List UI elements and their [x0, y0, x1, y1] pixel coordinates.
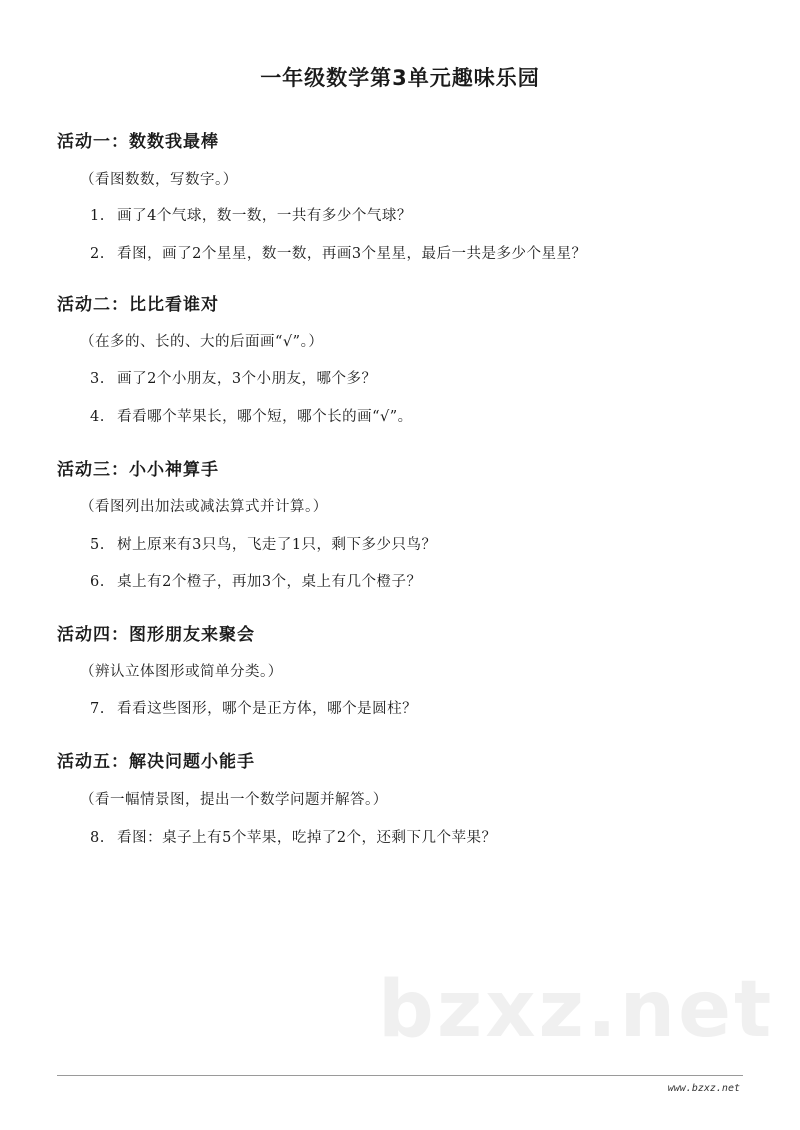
question-text: 桌上有2个橙子，再加3个，桌上有几个橙子？: [117, 574, 422, 590]
footer-divider: [57, 1075, 743, 1076]
question-text: 树上原来有3只鸟，飞走了1只，剩下多少只鸟？: [117, 537, 437, 553]
section-instruction-5: （看一幅情景图，提出一个数学问题并解答。）: [80, 792, 388, 808]
section-instruction-1: （看图数数，写数字。）: [80, 172, 238, 188]
section-heading-5: 活动五：解决问题小能手: [57, 752, 255, 772]
question-item-4: [90, 405, 413, 426]
question-number: 4.: [90, 409, 105, 425]
section-instruction-3: （看图列出加法或减法算式并计算。）: [80, 499, 328, 515]
question-text: 看图，画了2个星星，数一数，再画3个星星，最后一共是多少个星星？: [117, 246, 587, 262]
page-title: 一年级数学第3单元趣味乐园: [260, 66, 540, 90]
section-heading-4: 活动四：图形朋友来聚会: [57, 625, 255, 645]
question-text: 画了2个小朋友，3个小朋友，哪个多？: [117, 371, 377, 387]
question-item-5: [90, 533, 437, 554]
question-item-8: [90, 826, 497, 847]
question-number: 5.: [90, 537, 105, 553]
question-text: 看看哪个苹果长，哪个短，哪个长的画“√”。: [117, 409, 413, 425]
question-text: 看看这些图形，哪个是正方体，哪个是圆柱？: [117, 701, 418, 717]
question-number: 8.: [90, 830, 105, 846]
question-number: 6.: [90, 574, 105, 590]
question-number: 1.: [90, 208, 105, 224]
section-instruction-2: （在多的、长的、大的后面画“√”。）: [80, 334, 324, 350]
watermark: bzxz.net: [378, 965, 775, 1055]
section-heading-1: 活动一：数数我最棒: [57, 132, 219, 152]
question-item-2: [90, 242, 587, 263]
question-number: 7.: [90, 701, 105, 717]
section-instruction-4: （辨认立体图形或简单分类。）: [80, 664, 283, 680]
footer-url: www.bzxz.net: [667, 1083, 740, 1094]
question-text: 看图：桌子上有5个苹果，吃掉了2个，还剩下几个苹果？: [117, 830, 497, 846]
question-item-6: [90, 570, 422, 591]
section-heading-2: 活动二：比比看谁对: [57, 295, 219, 315]
question-number: 3.: [90, 371, 105, 387]
question-item-7: [90, 697, 417, 718]
question-item-1: [90, 204, 412, 225]
question-item-3: [90, 367, 377, 388]
section-heading-3: 活动三：小小神算手: [57, 460, 219, 480]
question-number: 2.: [90, 246, 105, 262]
question-text: 画了4个气球，数一数，一共有多少个气球？: [117, 208, 412, 224]
